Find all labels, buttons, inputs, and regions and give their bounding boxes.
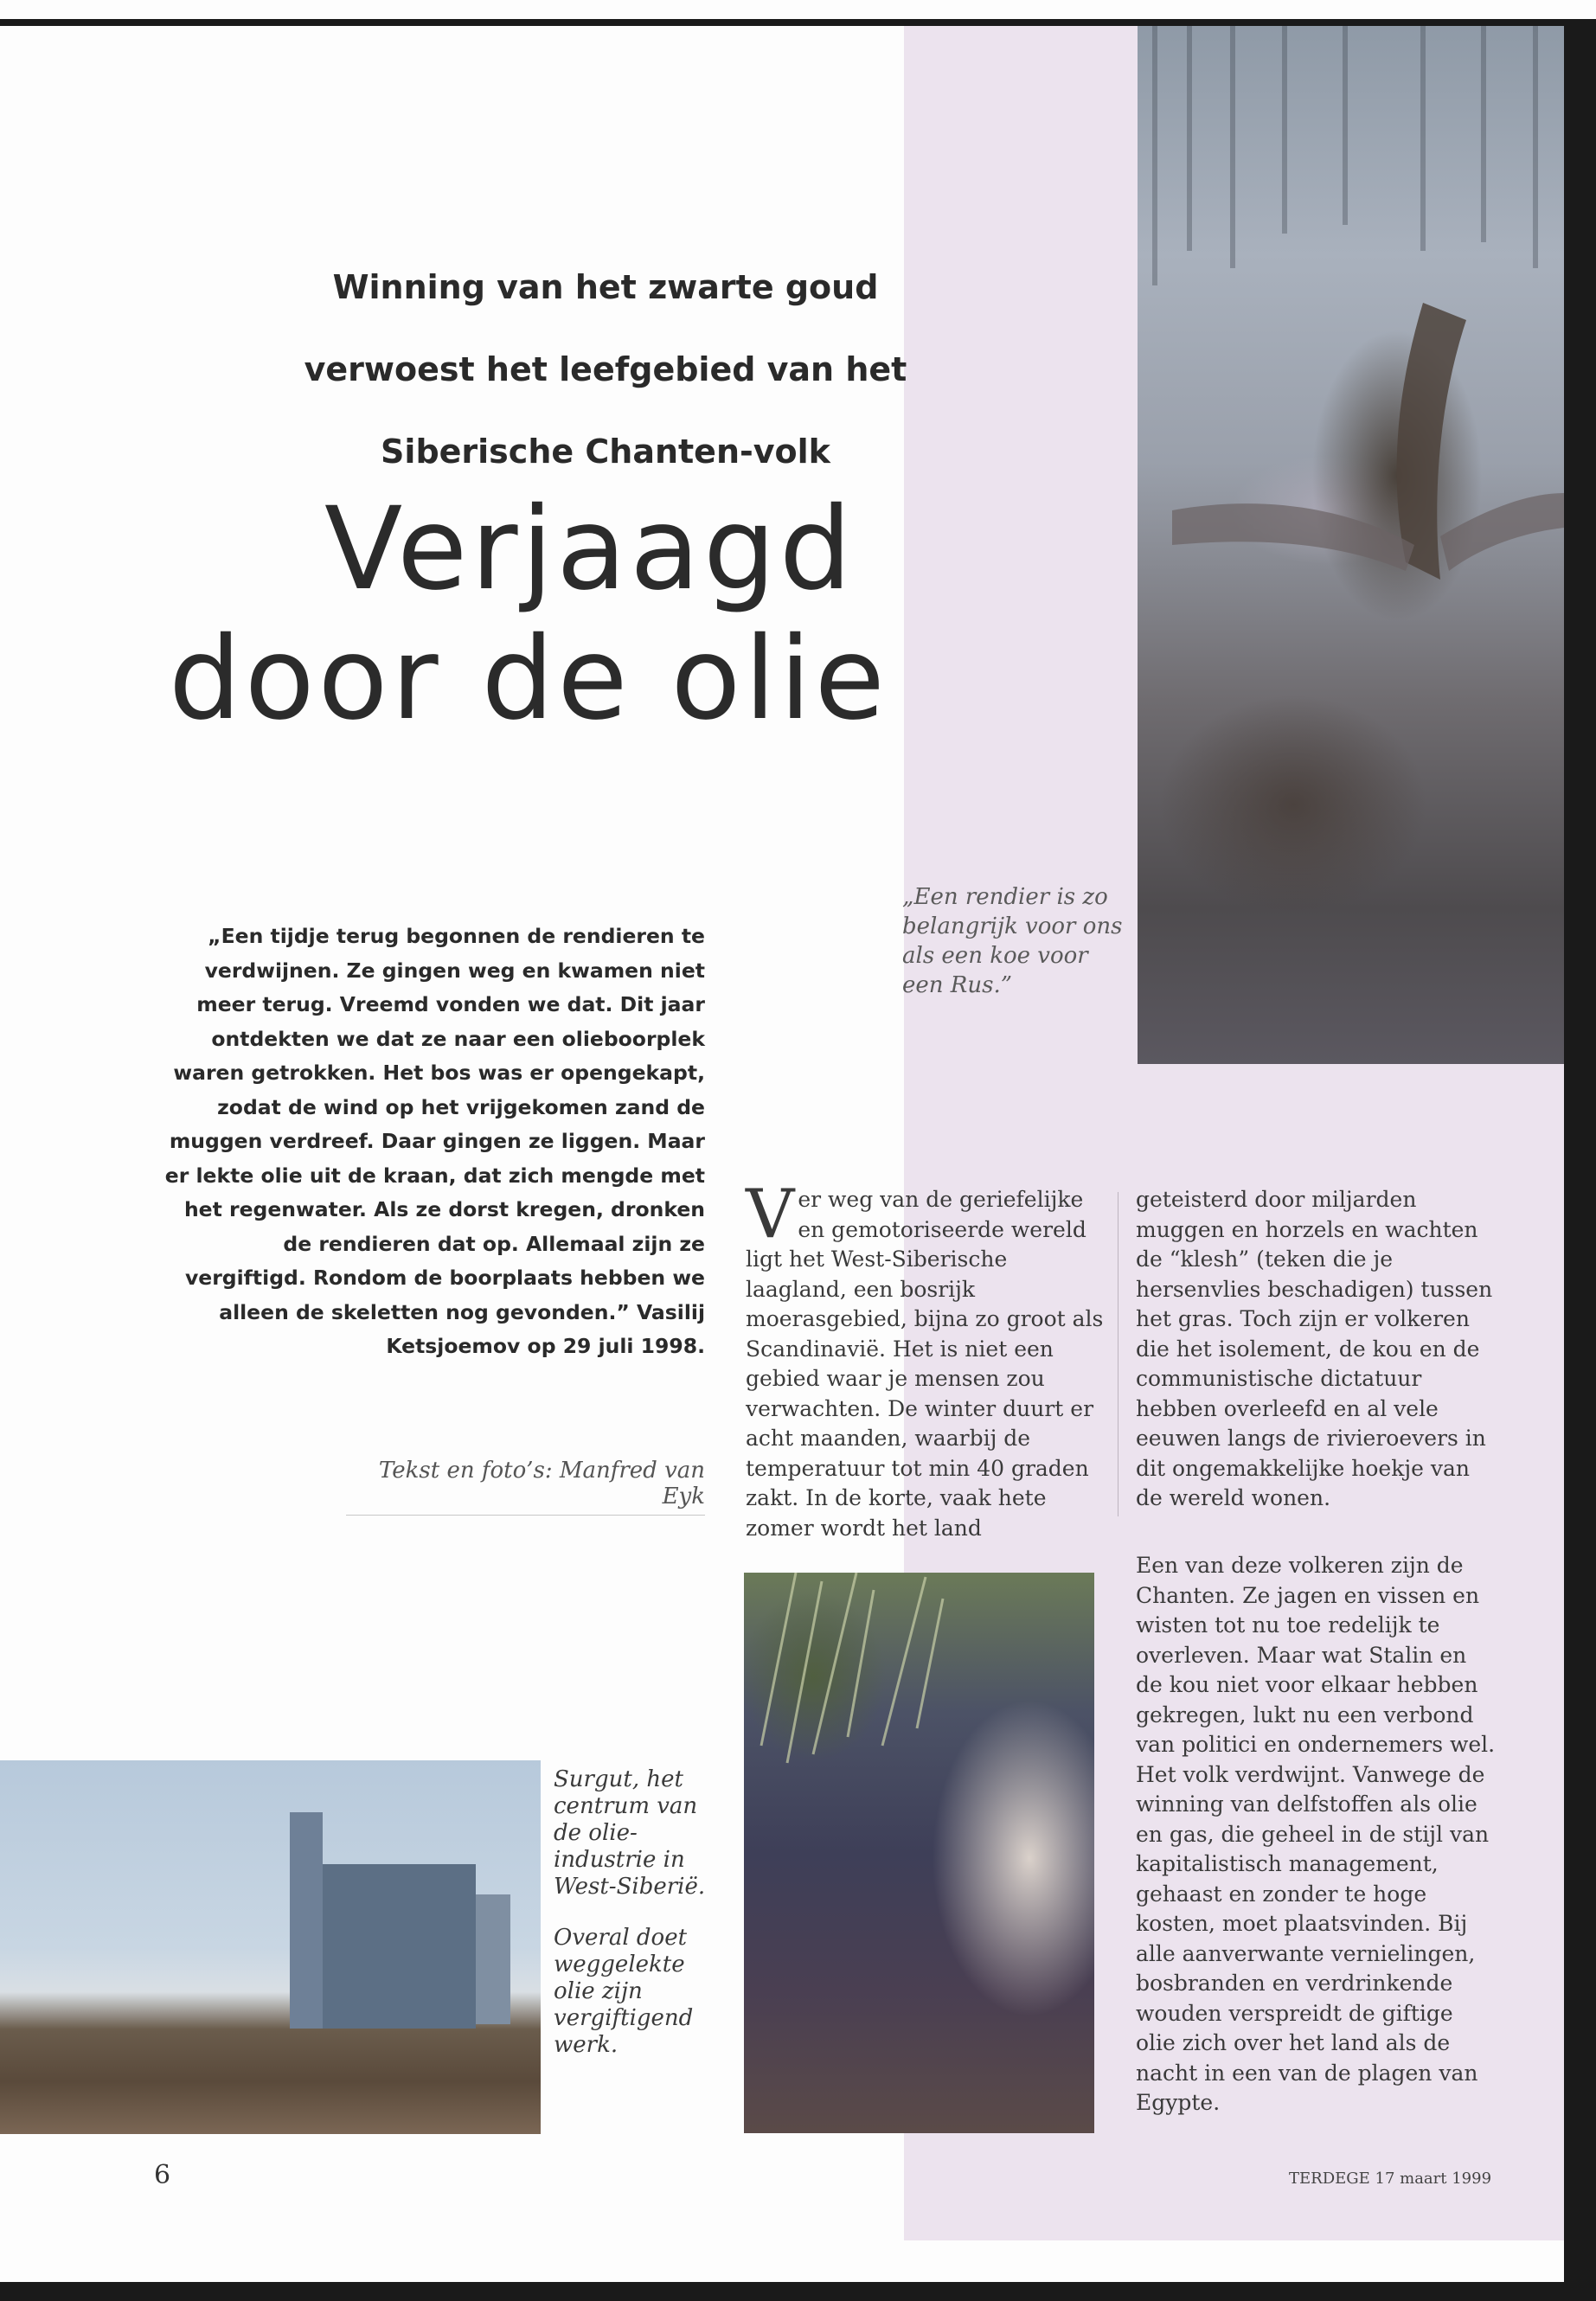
headline-line-1: Verjaagd	[324, 483, 856, 616]
page-frame-bottom	[0, 2282, 1596, 2301]
kicker-line-3: Siberische Chanten-volk	[381, 433, 830, 471]
city-office-building	[320, 1864, 476, 2029]
author-credit: Tekst en foto’s: Manfred van Eyk	[346, 1458, 705, 1516]
reeds-illustration	[744, 1573, 1094, 2133]
body-column-2: geteisterd door miljarden muggen en horzels en wachten de “klesh” (teken die je hersenvlies beschadigen) tussen het gras. Toch zijn er volkeren die het isolement, de kou en de communistische dictatuur hebben overleefd en al vele eeuwen langs de rivieroevers in dit ongemakkelijke hoekje van de wereld wonen.	[1136, 1187, 1493, 1510]
photo-oil-water	[744, 1573, 1094, 2133]
headline	[169, 484, 1120, 744]
page-number: 6	[154, 2160, 171, 2190]
body-column-2-continued: Een van deze volkeren zijn de Chanten. Ze jagen en vissen en wisten tot nu toe redelijk te overleven. Maar wat Stalin en de kou niet voor elkaar hebben gekregen, lukt nu een verbond van politici en ondernemers wel. Het volk verdwijnt. Vanwege de winning van delfstoffen als olie en gas, die geheel in de stijl van kapitalistisch management, gehaast en zonder te hoge kosten, moet plaatsvinden. Bij alle aanverwante vernielingen, bosbranden en verdrinkende wouden verspreidt de giftige olie zich over het land als de nacht in een van de plagen van Egypte.	[1136, 1553, 1496, 2115]
caption-city: Surgut, het centrum van de olie-industrie in West-Siberië.	[554, 1766, 706, 1900]
magazine-name-date: TERDEGE 17 maart 1999	[1289, 2170, 1492, 2188]
page-frame-top	[0, 19, 1596, 26]
reindeer-antler-illustration	[1138, 26, 1564, 1064]
kicker-line-2: verwoest het leefgebied van het	[304, 350, 907, 388]
kicker-subtitle	[260, 247, 952, 493]
body-column-1	[746, 1176, 1105, 1543]
intro-quote: „Een tijdje terug begonnen de rendieren te verdwijnen. Ze gingen weg en kwamen niet meer terug. Vreemd vonden we dat. Dit jaar ontdekten we dat ze naar een olieboorplek waren getrokken. Het bos was er opengekapt, zodat de wind op het vrijgekomen zand de muggen verdreef. Daar gingen ze liggen. Maar er lekte olie uit de kraan, dat zich mengde met het regenwater. Als ze dorst kregen, dronken de rendieren dat op. Allemaal zijn ze vergiftigd. Rondom de boorplaats hebben we alleen de skeletten nog gevonden.” Vasilij Ketsjoemov op 29 juli 1998.	[164, 924, 705, 1358]
photo-captions	[554, 1766, 731, 2083]
kicker-line-1: Winning van het zwarte goud	[332, 268, 879, 306]
caption-water: Overal doet weggelekte olie zijn vergiftigend werk.	[554, 1925, 694, 2058]
city-tower	[290, 1812, 323, 2029]
body-column-1-text: er weg van de geriefelijke en gemotoriseerde wereld ligt het West-Siberische laagland, een bosrijk moerasgebied, bijna zo groot als Scandinavië. Het is niet een gebied waar je mensen zou verwachten. De winter duurt er acht maanden, waarbij de temperatuur tot min 40 graden zakt. In de korte, vaak hete zomer wordt het land	[746, 1187, 1104, 1541]
photo-reindeer-antlers	[1138, 26, 1564, 1064]
city-side-building	[476, 1894, 510, 2024]
photo-surgut-city	[0, 1760, 541, 2134]
pull-quote: „Een rendier is zo belangrijk voor ons als een koe voor een Rus.”	[902, 884, 1123, 998]
page-frame-right	[1564, 19, 1596, 2301]
headline-line-2: door de olie	[169, 612, 888, 746]
drop-cap: V	[746, 1176, 795, 1253]
